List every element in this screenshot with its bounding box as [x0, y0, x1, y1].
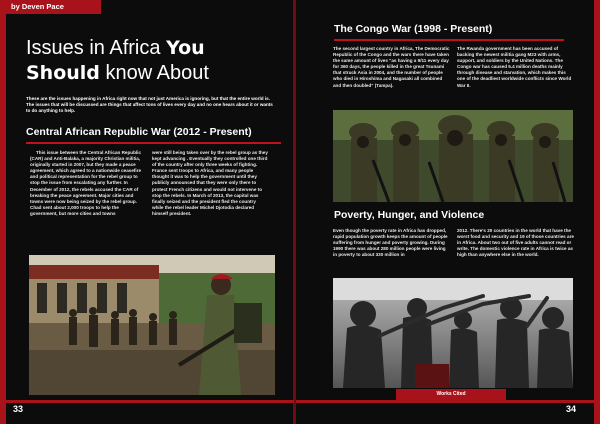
- bottom-left-red-line: [0, 400, 294, 403]
- congo-column-1: The second largest country in Africa, The Democratic Republic of the Congo and the wars there have taken the same amount of lives "as having a 9/11 every day for 360 days, the people killed in the great Tsunami that struck Asia in 2004, and the number of people who died in Hiroshima and Nagasaki all combined and then doubled" (Tampa).: [333, 46, 450, 88]
- spine-divider: [293, 0, 296, 424]
- hungry-children-photo: [333, 278, 573, 388]
- poverty-heading: Poverty, Hunger, and Violence: [334, 209, 485, 221]
- poverty-column-1: Even though the poverty rate in Africa has dropped, rapid population growth keeps the amount of people suffering from hunger and poverty growing. During 1990 there was about 280 million people were living in poverty to about 330 million in: [333, 228, 448, 258]
- title-part-2: know About: [99, 62, 209, 84]
- congo-war-heading: The Congo War (1998 - Present): [334, 23, 493, 35]
- intro-paragraph: These are the issues happening in Africa right now that not just America is ignoring, but that the entire world is. The issues that will be discussed are things that affect tons of lives every day and no one hears about it or wants to do anything to help.: [26, 96, 273, 113]
- page-number-left: 33: [13, 404, 24, 414]
- car-soldier-photo: [29, 255, 275, 395]
- left-red-border: [0, 0, 6, 424]
- bottom-right-red-line: [296, 400, 600, 403]
- car-heading-underline: [26, 142, 281, 144]
- works-cited-button[interactable]: Works Cited: [396, 389, 506, 400]
- poverty-column-2: 2012. There's 20 countries in the world that have the worst food and security and 19 of those countries are in Africa. About two out of five adults cannot read or write. The domestic violence rate in Africa is twice as high than anywhere else in the world.: [457, 228, 574, 258]
- title-bold-you: You: [166, 37, 205, 59]
- congo-soldiers-photo: [333, 110, 573, 202]
- title-part-1: Issues in Africa: [26, 37, 167, 59]
- car-column-1: This issue between the Central African Republic (CAR) and Anti-Balaka, a majority Christian militia, originally started in 2007, but they made a peace agreement, which agreed to a nationwide ceasefire and political representation for the rebel group to stop the issue from escalating any further. In December of 2012, the rebels accused the CAR of breaking the peace agreement. Major cities and towns were now being seized by the rebel group. Chad sent about 2,000 troops to help the government, but more cities and towns: [30, 150, 142, 216]
- congo-column-2: The Rwanda government has been accused of backing the newest militia gang M23 with arms, support, and soldiers by the United Nations. The Congo war has caused 5.4 million deaths mainly through disease and starvation, which makes this one of the deadliest worldwide conflicts since World War II.: [457, 46, 572, 88]
- author-byline: by Deven Pace: [6, 0, 101, 14]
- car-war-heading: Central African Republic War (2012 - Present): [26, 126, 252, 138]
- page-number-right: 34: [566, 404, 577, 414]
- page-title: [26, 36, 281, 86]
- car-column-2: were still being taken over by the rebel group as they kept advancing . Eventually they controlled one third of the country after only three weeks of fighting. France sent troops to Africa, and many people thought it was to help the government until they publicly announced that they were only there to protect French citizens and would not intervene to stop the rebels. In March of 2013, the capital was finally seized and the president fled the country while the rebel leader Michel Djotodia declared himself president.: [152, 150, 268, 216]
- congo-heading-underline: [334, 39, 564, 41]
- title-bold-should: Should: [26, 62, 100, 84]
- right-red-border: [594, 0, 600, 424]
